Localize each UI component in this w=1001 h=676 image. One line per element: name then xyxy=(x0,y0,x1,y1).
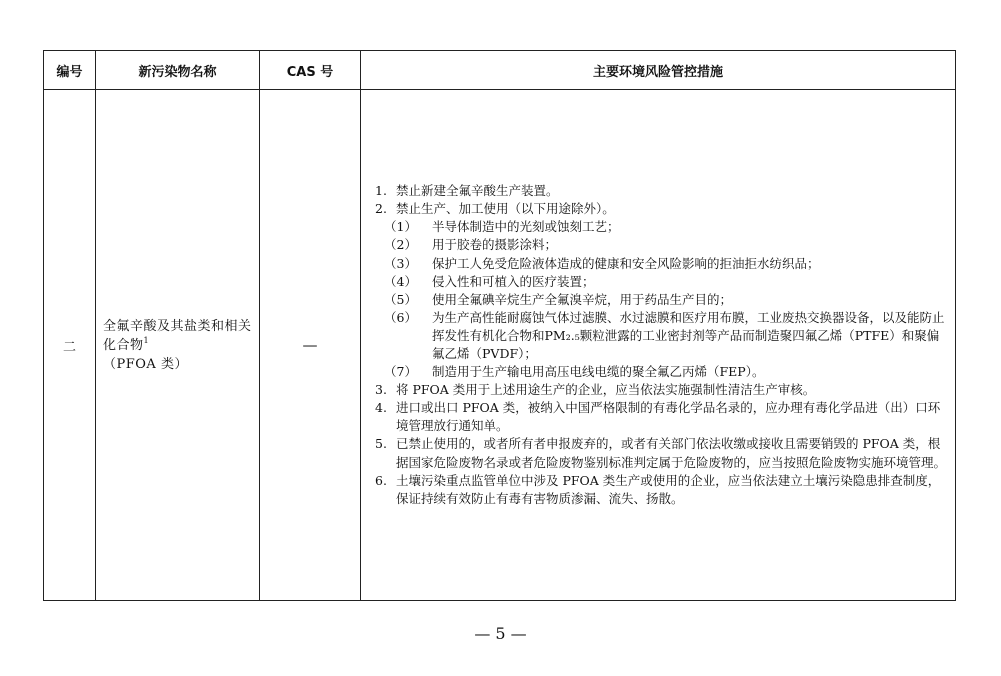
exemption-item xyxy=(375,218,949,236)
pollutant-alias: （PFOA 类） xyxy=(103,356,188,372)
exemption-text: 半导体制造中的光刻或蚀刻工艺； xyxy=(432,219,620,235)
exemption-item xyxy=(375,255,949,273)
row-number: 二 xyxy=(44,90,96,601)
cas-number: — xyxy=(260,90,361,601)
exemption-number: （5） xyxy=(384,291,417,307)
header-measures: 主要环境风险管控措施 xyxy=(361,51,956,90)
table-row xyxy=(44,90,956,601)
measures-table xyxy=(43,50,956,601)
measures-list xyxy=(375,182,949,508)
exemption-list xyxy=(375,218,949,381)
exemption-item xyxy=(375,273,949,291)
exemption-number: （6） xyxy=(384,309,417,325)
footnote-marker: 1 xyxy=(143,335,150,345)
exemption-text: 保护工人免受危险液体造成的健康和安全风险影响的拒油拒水纺织品； xyxy=(432,255,820,271)
measure-item xyxy=(375,399,949,435)
header-row xyxy=(44,51,956,90)
measure-number: 2. xyxy=(375,201,387,217)
exemption-number: （1） xyxy=(384,219,417,235)
measure-text: 已禁止使用的，或者所有者申报废弃的，或者有关部门依法收缴或接收且需要销毁的 PFOA 类，根据国家危险废物名录或者危险废物鉴别标准判定属于危险废物的，应当按照危险废物实施环境管理。 xyxy=(396,436,947,470)
pollutant-name: 全氟辛酸及其盐类和相关化合物 xyxy=(103,318,252,353)
header-cas: CAS 号 xyxy=(260,51,361,90)
measure-item xyxy=(375,381,949,399)
exemption-item xyxy=(375,363,949,381)
pollutant-name-cell xyxy=(96,90,260,601)
header-name: 新污染物名称 xyxy=(96,51,260,90)
exemption-item xyxy=(375,309,949,363)
measure-number: 1. xyxy=(375,183,387,199)
exemption-number: （7） xyxy=(384,364,417,380)
measure-text: 将 PFOA 类用于上述用途生产的企业，应当依法实施强制性清洁生产审核。 xyxy=(396,382,816,398)
exemption-number: （3） xyxy=(384,255,417,271)
measure-number: 3. xyxy=(375,382,387,398)
measure-number: 5. xyxy=(375,436,387,452)
exemption-text: 为生产高性能耐腐蚀气体过滤膜、水过滤膜和医疗用布膜，工业废热交换器设备，以及能防止挥发性有机化合物和PM₂.₅颗粒泄露的工业密封剂等产品而制造聚四氟乙烯（PTFE）和聚偏氟乙烯（PVDF）； xyxy=(432,309,945,361)
measure-item xyxy=(375,182,949,200)
exemption-item xyxy=(375,236,949,254)
measure-text: 土壤污染重点监管单位中涉及 PFOA 类生产或使用的企业，应当依法建立土壤污染隐患排查制度，保证持续有效防止有毒有害物质渗漏、流失、扬散。 xyxy=(396,472,941,506)
exemption-text: 制造用于生产输电用高压电线电缆的聚全氟乙丙烯（FEP）。 xyxy=(432,364,765,380)
exemption-number: （4） xyxy=(384,273,417,289)
header-number: 编号 xyxy=(44,51,96,90)
measure-item xyxy=(375,435,949,471)
exemption-text: 用于胶卷的摄影涂料； xyxy=(432,237,558,253)
measure-number: 4. xyxy=(375,400,387,416)
exemption-number: （2） xyxy=(384,237,417,253)
exemption-text: 侵入性和可植入的医疗装置； xyxy=(432,273,595,289)
exemption-item xyxy=(375,291,949,309)
measure-text: 进口或出口 PFOA 类，被纳入中国严格限制的有毒化学品名录的，应办理有毒化学品进（出）口环境管理放行通知单。 xyxy=(396,400,941,434)
measure-text: 禁止新建全氟辛酸生产装置。 xyxy=(396,183,559,199)
measure-text: 禁止生产、加工使用（以下用途除外）。 xyxy=(396,201,615,217)
measures-cell xyxy=(361,90,956,601)
page-number: — 5 — xyxy=(474,624,527,643)
exemption-text: 使用全氟碘辛烷生产全氟溴辛烷，用于药品生产目的； xyxy=(432,291,733,307)
measure-number: 6. xyxy=(375,472,387,488)
measure-item xyxy=(375,200,949,218)
measure-item xyxy=(375,472,949,508)
